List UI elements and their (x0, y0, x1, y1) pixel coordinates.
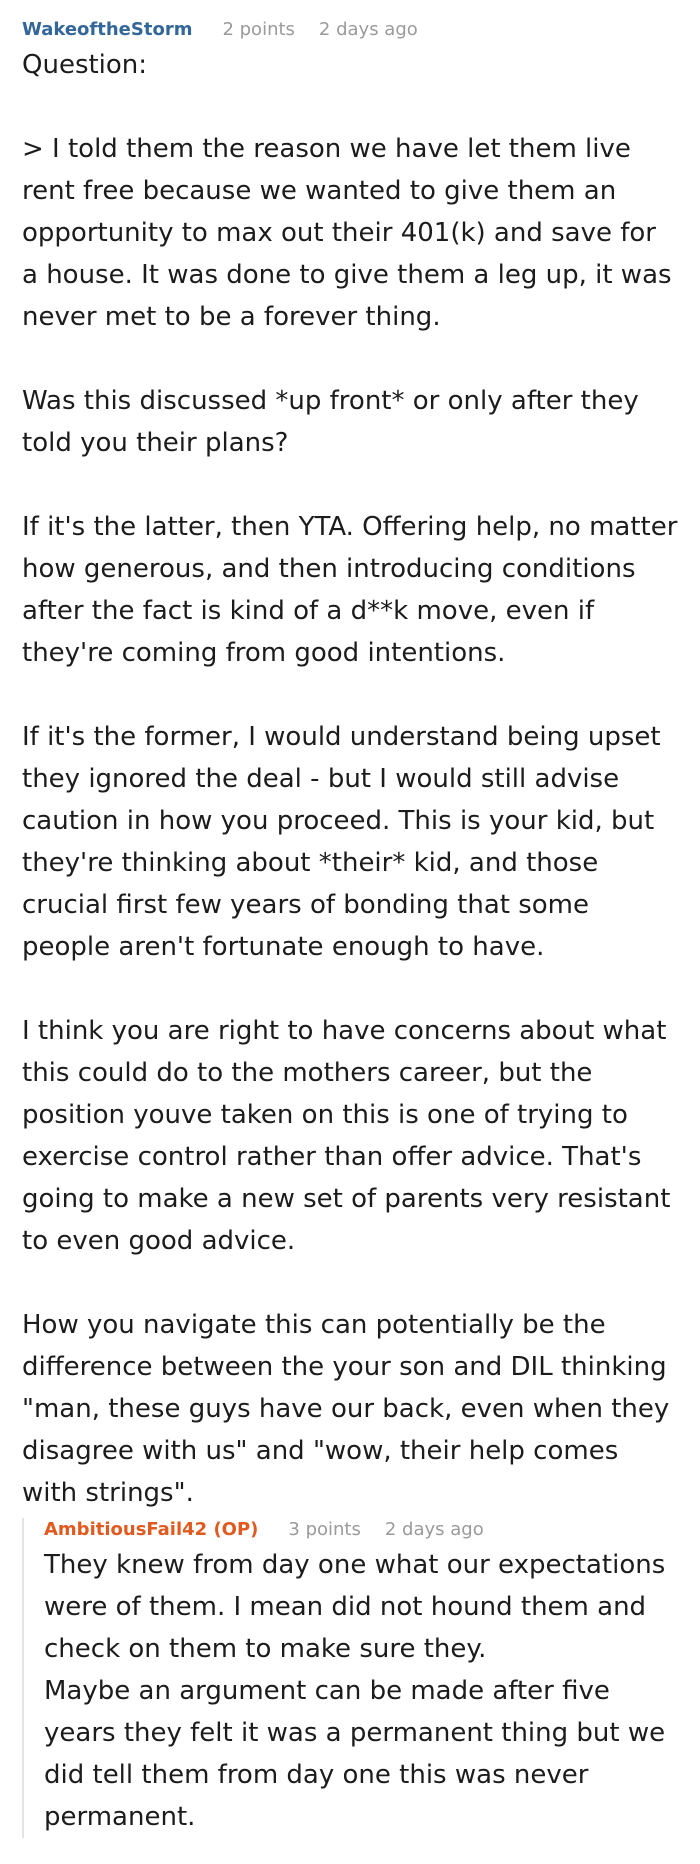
reply-points: 3 points (288, 1519, 361, 1540)
reply-comment (22, 1518, 678, 1838)
comment-paragraph: How you navigate this can potentially be the difference between the your son and DIL thinking "man, these guys have our back, even when they disagree with us" and "wow, their help comes with strings". (22, 1310, 670, 1508)
reply-timestamp: 2 days ago (384, 1519, 484, 1540)
reply-paragraph: They knew from day one what our expectations were of them. I mean did not hound them and check on them to make sure they. (44, 1550, 666, 1664)
comment-paragraph: I think you are right to have concerns about what this could do to the mothers career, but the position youve taken on this is one of trying to exercise control rather than offer advice. That's going to make a new set of parents very resistant to even good advice. (22, 1016, 671, 1256)
comment (22, 18, 678, 1838)
reply-meta (44, 1518, 678, 1542)
comment-timestamp: 2 days ago (318, 19, 418, 40)
comment-paragraph: If it's the latter, then YTA. Offering help, no matter how generous, and then introducing conditions after the fact is kind of a d**k move, even if they're coming from good intentions. (22, 512, 678, 668)
comment-paragraph: Question: (22, 50, 148, 80)
reply-author-link[interactable]: AmbitiousFail42 (OP) (44, 1519, 259, 1540)
comment-points: 2 points (222, 19, 295, 40)
comment-author-link[interactable]: WakeoftheStorm (22, 19, 193, 40)
comment-paragraph: > I told them the reason we have let them live rent free because we wanted to give them an opportunity to max out their 401(k) and save for a house. It was done to give them a leg up, it was never met to be a forever thing. (22, 134, 672, 332)
reply-body (44, 1544, 678, 1838)
comment-meta (22, 18, 678, 42)
comment-paragraph: If it's the former, I would understand being upset they ignored the deal - but I would still advise caution in how you proceed. This is your kid, but they're thinking about *their* kid, and those crucial first few years of bonding that some people aren't fortunate enough to have. (22, 722, 661, 962)
comment-body (22, 44, 678, 1514)
reply-paragraph: Maybe an argument can be made after five years they felt it was a permanent thing but we did tell them from day one this was never permanent. (44, 1676, 666, 1832)
comment-paragraph: Was this discussed *up front* or only after they told you their plans? (22, 386, 639, 458)
